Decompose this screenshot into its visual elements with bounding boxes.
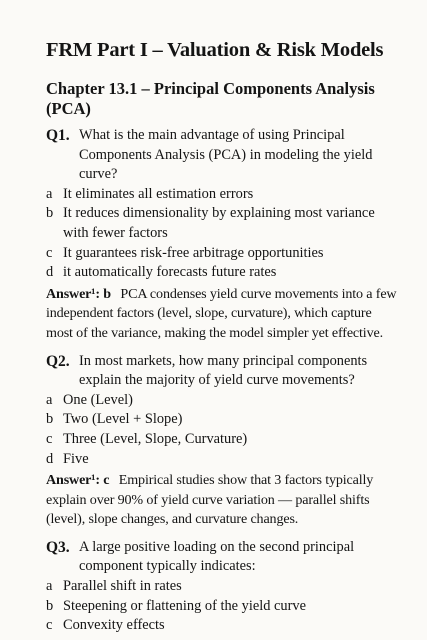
- option-letter: a: [46, 578, 53, 595]
- option-text: Two (Level + Slope): [63, 411, 183, 428]
- option-d: [46, 263, 401, 283]
- question-list: [46, 126, 401, 636]
- option-letter: a: [46, 185, 53, 202]
- question-text: What is the main advantage of using Principal Components Analysis (PCA) in modeling the yield curve?: [79, 127, 373, 183]
- option-text: It eliminates all estimation errors: [63, 185, 254, 202]
- answer-explanation: PCA condenses yield curve movements into a few independent factors (level, slope, curvature), which capture most of the variance, making the model simpler yet effective.: [46, 285, 397, 341]
- option-b: [46, 597, 401, 617]
- answer-label: Answer¹:: [46, 472, 100, 489]
- option-letter: d: [46, 450, 54, 467]
- question-number: Q1.: [46, 127, 70, 144]
- option-b: [46, 410, 401, 430]
- option-b: [46, 204, 401, 243]
- question-2: [46, 352, 401, 391]
- answer-letter: b: [103, 285, 111, 302]
- option-letter: b: [46, 411, 54, 428]
- book-title: FRM Part I – Valuation & Risk Models: [46, 39, 384, 61]
- option-letter: b: [46, 597, 54, 614]
- answer-explanation: Empirical studies show that 3 factors typically explain over 90% of yield curve variation — parallel shifts (level), slope changes, and curvature changes.: [46, 472, 374, 528]
- option-text: Three (Level, Slope, Curvature): [63, 430, 248, 447]
- options-list: [46, 391, 401, 469]
- option-text: Steepening or flattening of the yield curve: [63, 597, 306, 614]
- option-letter: d: [46, 264, 54, 281]
- options-list: [46, 185, 401, 283]
- answer-2: [46, 471, 401, 530]
- option-letter: c: [46, 430, 53, 447]
- question-text: In most markets, how many principal components explain the majority of yield curve movements?: [79, 352, 368, 389]
- answer-1: [46, 285, 401, 344]
- option-c: [46, 430, 401, 450]
- question-3: [46, 538, 401, 577]
- option-c: [46, 616, 401, 636]
- option-text: Convexity effects: [63, 617, 165, 634]
- option-d: [46, 450, 401, 470]
- question-text: A large positive loading on the second principal component typically indicates:: [79, 538, 355, 575]
- option-text: It reduces dimensionality by explaining most variance with fewer factors: [63, 205, 375, 241]
- option-a: [46, 391, 401, 411]
- option-letter: b: [46, 205, 54, 222]
- option-a: [46, 577, 401, 597]
- option-c: [46, 244, 401, 264]
- option-text: it automatically forecasts future rates: [63, 264, 277, 281]
- option-letter: c: [46, 617, 53, 634]
- chapter-title: Chapter 13.1 – Principal Components Analysis (PCA): [46, 79, 375, 118]
- question-number: Q3.: [46, 538, 70, 556]
- option-text: It guarantees risk-free arbitrage opportunities: [63, 244, 324, 261]
- option-text: Five: [63, 450, 89, 467]
- option-a: [46, 185, 401, 205]
- answer-letter: c: [103, 472, 110, 489]
- option-letter: c: [46, 244, 53, 261]
- answer-label: Answer¹:: [46, 285, 100, 302]
- option-text: One (Level): [63, 391, 133, 408]
- question-1: [46, 126, 401, 185]
- option-text: Parallel shift in rates: [63, 578, 182, 595]
- option-letter: a: [46, 391, 53, 408]
- options-list: [46, 577, 401, 636]
- question-number: Q2.: [46, 352, 70, 370]
